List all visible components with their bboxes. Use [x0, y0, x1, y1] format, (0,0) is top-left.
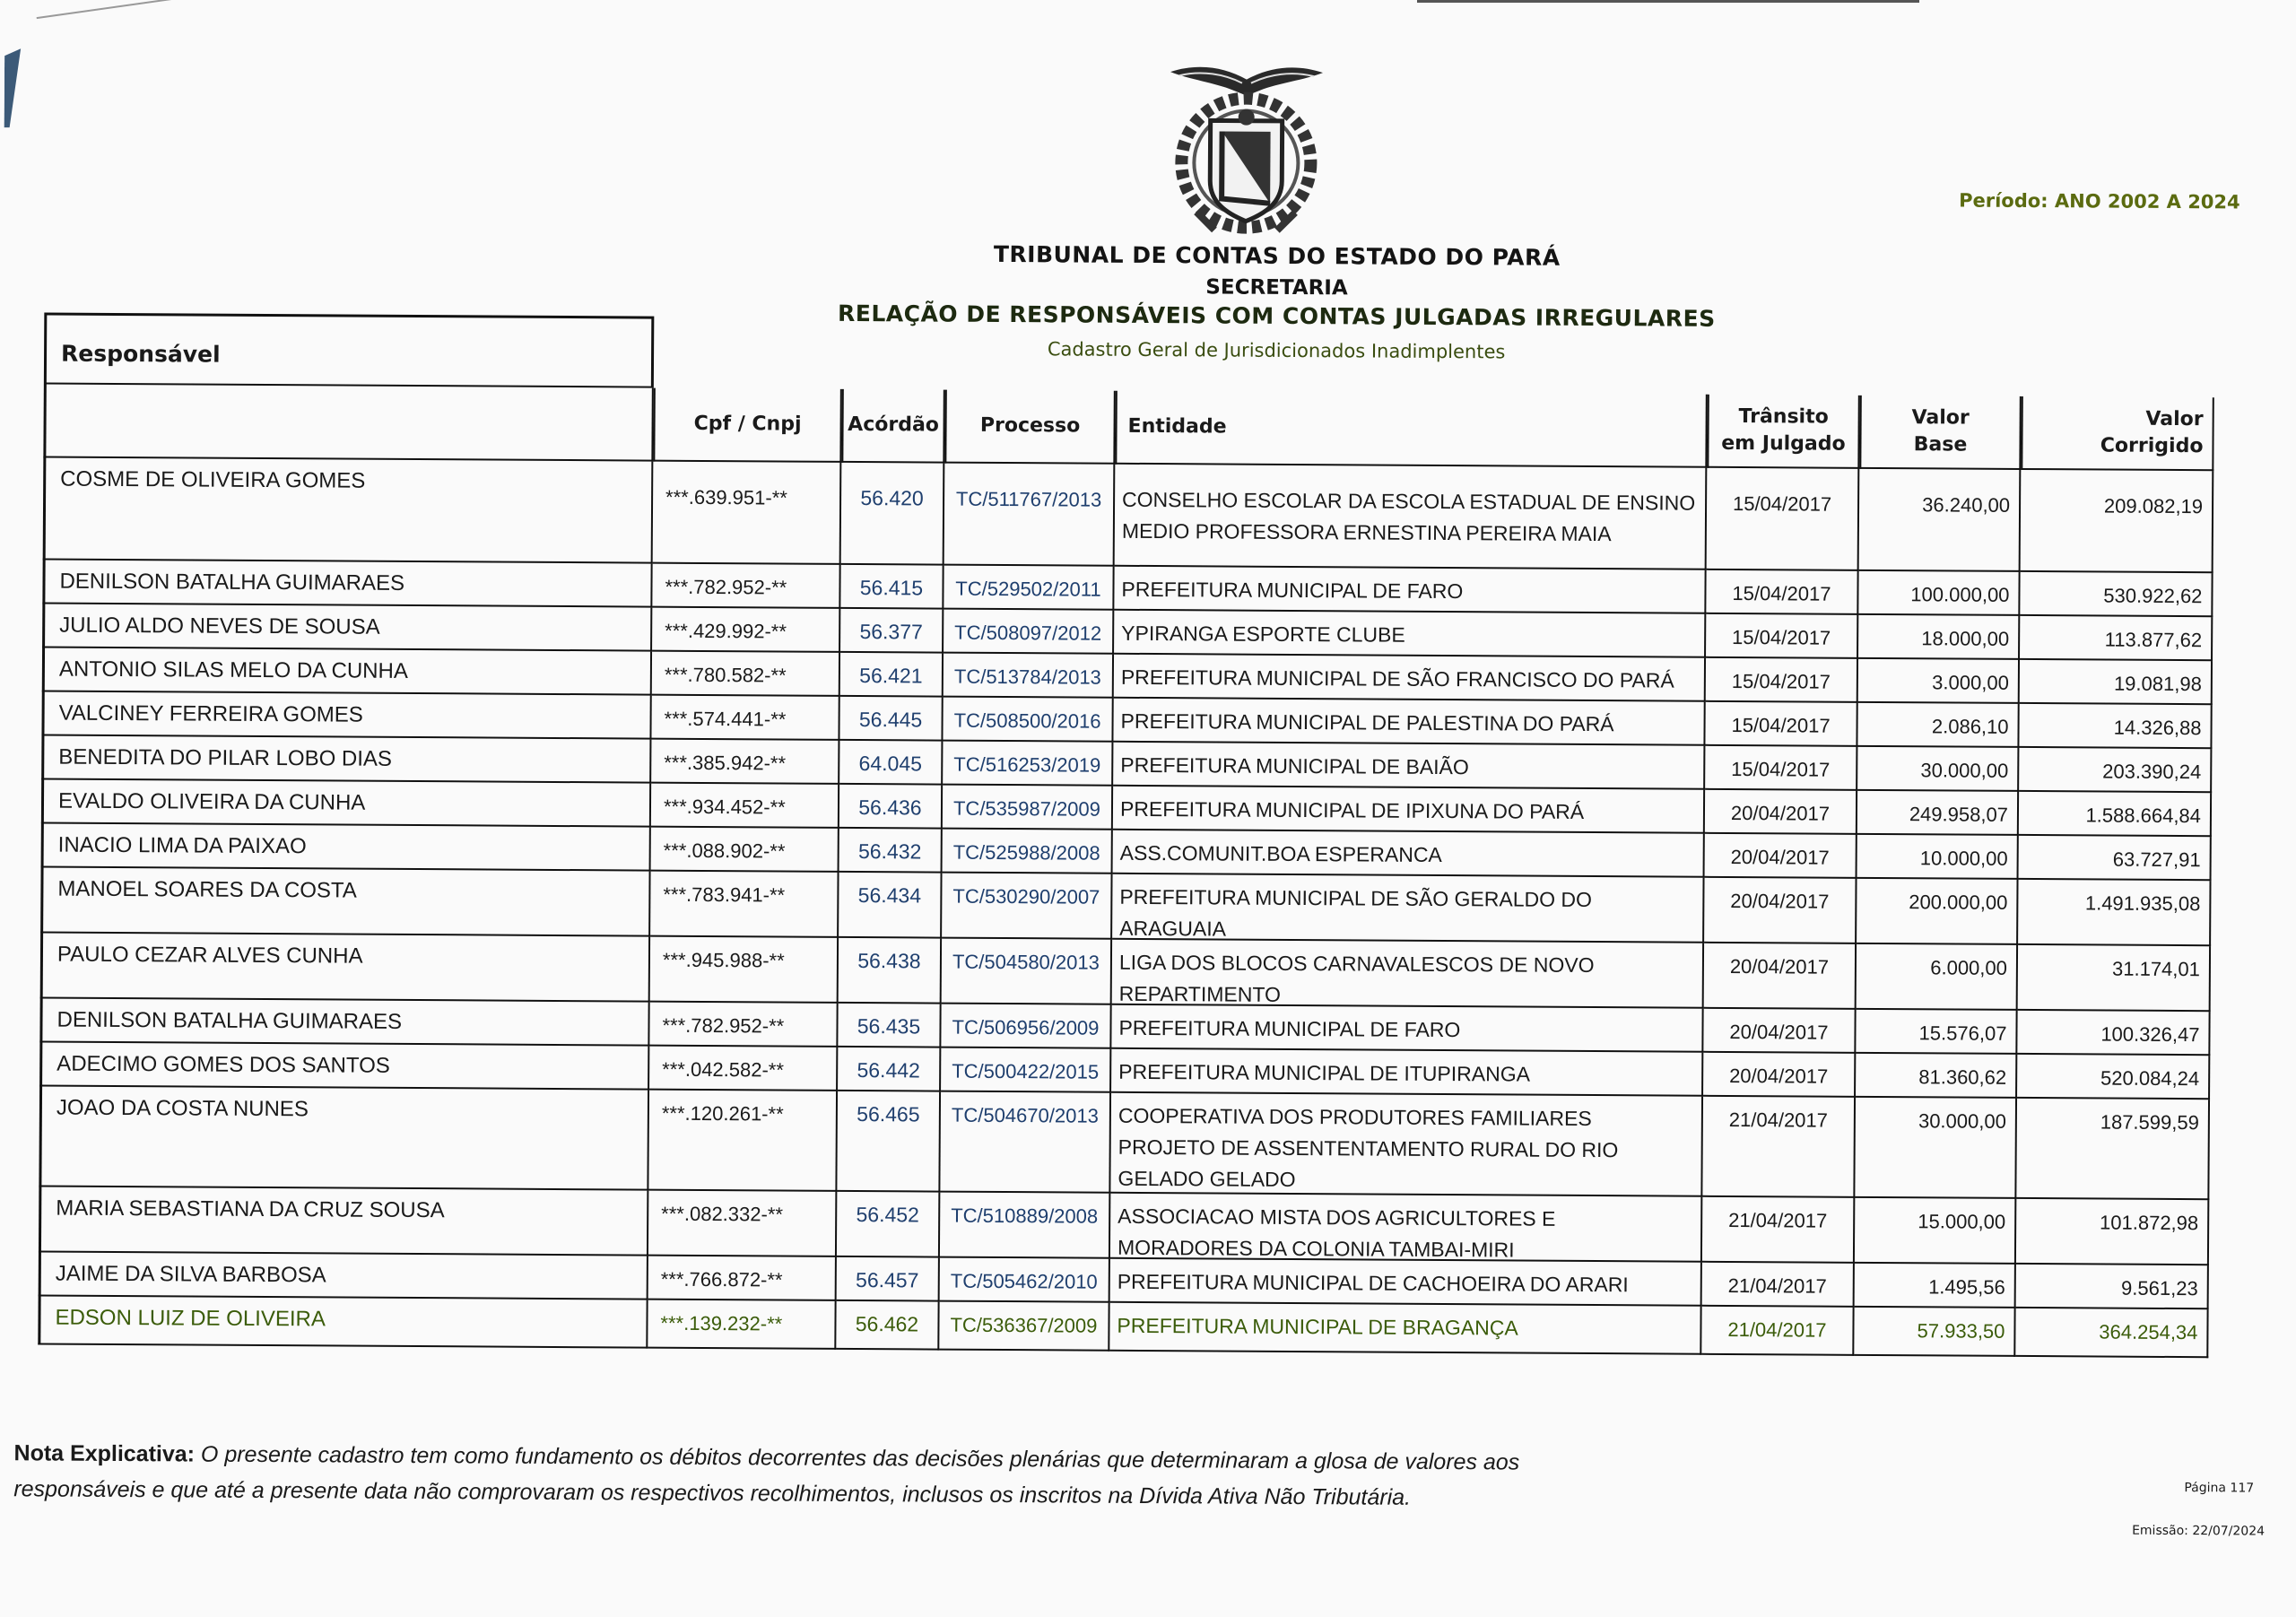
- cell-valor-corrigido: 19.081,98: [2020, 660, 2213, 705]
- cell-responsavel: JAIME DA SILVA BARBOSA: [39, 1252, 648, 1300]
- cell-cpf: ***.945.988-**: [650, 937, 839, 1004]
- cell-valor-corrigido: 100.326,47: [2017, 1011, 2210, 1056]
- cell-cpf: ***.934.452-**: [651, 784, 839, 829]
- organization-name: TRIBUNAL DE CONTAS DO ESTADO DO PARÁ: [993, 240, 1561, 271]
- cell-entidade: CONSELHO ESCOLAR DA ESCOLA ESTADUAL DE ENSINO MEDIO PROFESSORA ERNESTINA PEREIRA MAIA: [1115, 465, 1708, 570]
- cell-responsavel: PAULO CEZAR ALVES CUNHA: [40, 933, 650, 1002]
- page-number: Página 117: [2184, 1481, 2255, 1496]
- cell-acordao: 56.438: [839, 938, 942, 1004]
- cell-valor-base: 100.000,00: [1858, 571, 2020, 616]
- cell-valor-base: 1.495,56: [1855, 1264, 2016, 1308]
- cell-processo: TC/505462/2010: [940, 1258, 1110, 1303]
- cell-processo: TC/510889/2008: [940, 1193, 1110, 1259]
- cell-entidade: LIGA DOS BLOCOS CARNAVALESCOS DE NOVO REPARTIMENTO: [1112, 940, 1704, 1009]
- cell-cpf: ***.639.951-**: [653, 462, 842, 565]
- cell-transito: 15/04/2017: [1706, 658, 1858, 703]
- cell-transito: 20/04/2017: [1704, 943, 1857, 1010]
- cell-responsavel: DENILSON BATALHA GUIMARAES: [42, 560, 652, 607]
- cell-acordao: 56.420: [841, 463, 945, 566]
- periodo-label: Período: ANO 2002 A 2024: [1959, 189, 2240, 213]
- cell-valor-corrigido: 1.588.664,84: [2019, 792, 2212, 837]
- cell-processo: TC/500422/2015: [941, 1048, 1111, 1093]
- col-header-valor-corrigido-line1: Valor: [2145, 407, 2204, 431]
- cell-valor-corrigido: 101.872,98: [2016, 1199, 2209, 1265]
- cell-valor-base: 6.000,00: [1857, 944, 2018, 1011]
- cell-transito: 21/04/2017: [1702, 1197, 1855, 1264]
- cell-transito: 15/04/2017: [1705, 702, 1857, 747]
- cell-valor-base: 57.933,50: [1854, 1308, 2015, 1357]
- cell-acordao: 56.421: [840, 653, 944, 698]
- cell-acordao: 56.436: [839, 785, 943, 830]
- cell-cpf: ***.088.902-**: [651, 828, 839, 873]
- cell-responsavel: DENILSON BATALHA GUIMARAES: [39, 998, 649, 1046]
- cell-acordao: 56.415: [840, 565, 944, 610]
- col-header-valor-base: [1859, 396, 2021, 470]
- cell-entidade: ASS.COMUNIT.BOA ESPERANCA: [1113, 830, 1705, 878]
- cell-entidade: YPIRANGA ESPORTE CLUBE: [1114, 611, 1706, 658]
- cell-entidade: PREFEITURA MUNICIPAL DE ITUPIRANGA: [1111, 1049, 1703, 1097]
- cell-responsavel: EDSON LUIZ DE OLIVEIRA: [38, 1296, 648, 1348]
- cell-cpf: ***.429.992-**: [652, 608, 840, 653]
- col-header-entidade: Entidade: [1115, 391, 1707, 468]
- col-header-cpf: Cpf / Cnpj: [653, 388, 841, 463]
- cell-valor-corrigido: 364.254,34: [2015, 1308, 2208, 1358]
- cell-valor-base: 200.000,00: [1857, 879, 2018, 945]
- cell-valor-corrigido: 14.326,88: [2019, 704, 2212, 749]
- cell-processo: TC/513784/2013: [944, 654, 1114, 699]
- cell-acordao: 56.434: [839, 873, 942, 939]
- cell-entidade: PREFEITURA MUNICIPAL DE CACHOEIRA DO ARARI: [1110, 1259, 1702, 1307]
- cell-valor-corrigido: 31.174,01: [2018, 945, 2211, 1012]
- cell-processo: TC/516253/2019: [943, 742, 1113, 787]
- cell-acordao: 56.432: [839, 829, 943, 874]
- cell-transito: 20/04/2017: [1703, 1009, 1856, 1054]
- cell-entidade: ASSOCIACAO MISTA DOS AGRICULTORES E MORADORES DA COLONIA TAMBAI-MIRI: [1110, 1194, 1702, 1263]
- cell-responsavel: VALCINEY FERREIRA GOMES: [41, 691, 651, 739]
- emission-date: Emissão: 22/07/2024: [2132, 1523, 2266, 1539]
- cell-responsavel: EVALDO OLIVEIRA DA CUNHA: [41, 779, 651, 827]
- nota-text: O presente cadastro tem como fundamento os débitos decorrentes das decisões plenárias que determinaram a glosa de valores aos responsáveis e que até a presente data não comprovaram os respectivos recolhimentos, inclusos os inscritos na Dívida Ativa Não Tributária.: [13, 1441, 1520, 1510]
- cell-cpf: ***.082.332-**: [648, 1191, 837, 1257]
- cell-valor-base: 18.000,00: [1858, 615, 2020, 660]
- cell-acordao: 56.462: [836, 1301, 939, 1351]
- cell-valor-base: 3.000,00: [1858, 659, 2020, 704]
- cell-transito: 21/04/2017: [1702, 1097, 1856, 1198]
- cell-responsavel: MANOEL SOARES DA COSTA: [40, 867, 650, 936]
- col-header-responsavel-label: Responsável: [60, 340, 221, 368]
- cell-entidade: PREFEITURA MUNICIPAL DE FARO: [1114, 567, 1706, 614]
- cell-transito: 20/04/2017: [1704, 878, 1857, 944]
- report-title: RELAÇÃO DE RESPONSÁVEIS COM CONTAS JULGADAS IRREGULARES: [837, 300, 1716, 332]
- cell-valor-corrigido: 113.877,62: [2020, 616, 2213, 661]
- col-header-valor-base-line1: Valor: [1911, 406, 1970, 430]
- cell-entidade: PREFEITURA MUNICIPAL DE PALESTINA DO PARÁ: [1113, 699, 1705, 746]
- cell-cpf: ***.139.232-**: [648, 1300, 836, 1350]
- cell-acordao: 56.435: [838, 1004, 941, 1048]
- cell-valor-base: 2.086,10: [1857, 703, 2019, 748]
- cell-processo: TC/530290/2007: [942, 874, 1112, 940]
- cell-processo: TC/525988/2008: [943, 830, 1113, 874]
- cell-transito: 21/04/2017: [1702, 1263, 1855, 1308]
- cell-entidade: PREFEITURA MUNICIPAL DE FARO: [1111, 1005, 1703, 1053]
- cell-cpf: ***.766.872-**: [648, 1256, 837, 1301]
- cell-acordao: 56.457: [837, 1257, 940, 1302]
- cell-responsavel: JOAO DA COSTA NUNES: [39, 1086, 649, 1190]
- cell-valor-base: 36.240,00: [1859, 469, 2022, 572]
- cell-transito: 15/04/2017: [1707, 468, 1860, 571]
- cell-responsavel: COSME DE OLIVEIRA GOMES: [43, 457, 654, 563]
- cell-cpf: ***.120.261-**: [648, 1091, 838, 1192]
- col-header-valor-corrigido: [2021, 396, 2213, 471]
- cell-processo: TC/536367/2009: [939, 1302, 1109, 1352]
- cell-cpf: ***.783.941-**: [650, 872, 839, 938]
- cell-valor-corrigido: 520.084,24: [2017, 1055, 2210, 1100]
- cell-transito: 21/04/2017: [1701, 1307, 1854, 1356]
- cell-responsavel: MARIA SEBASTIANA DA CRUZ SOUSA: [39, 1187, 648, 1256]
- cell-valor-corrigido: 1.491.935,08: [2018, 880, 2211, 946]
- cell-processo: TC/504670/2013: [940, 1092, 1111, 1194]
- cell-processo: TC/529502/2011: [944, 566, 1114, 611]
- cell-responsavel: ANTONIO SILAS MELO DA CUNHA: [42, 648, 652, 695]
- cell-valor-base: 30.000,00: [1857, 747, 2019, 792]
- cell-acordao: 56.442: [838, 1048, 941, 1092]
- cell-valor-corrigido: 203.390,24: [2019, 748, 2212, 793]
- nota-explicativa: [13, 1435, 1574, 1517]
- col-header-spacer: [43, 384, 653, 461]
- col-header-valor-corrigido-line2: Corrigido: [2100, 434, 2204, 458]
- nota-label: Nota Explicativa:: [13, 1440, 196, 1467]
- state-coat-of-arms-emblem: [1161, 59, 1332, 239]
- cell-valor-base: 249.958,07: [1857, 791, 2019, 836]
- col-header-valor-base-line2: Base: [1913, 433, 1968, 456]
- cell-entidade: PREFEITURA MUNICIPAL DE SÃO FRANCISCO DO PARÁ: [1114, 655, 1706, 702]
- cell-valor-corrigido: 9.561,23: [2016, 1265, 2209, 1309]
- cell-valor-base: 30.000,00: [1855, 1098, 2017, 1199]
- cell-processo: TC/504580/2013: [942, 939, 1112, 1005]
- cell-transito: 20/04/2017: [1705, 790, 1857, 835]
- cell-processo: TC/506956/2009: [941, 1004, 1111, 1049]
- cell-valor-base: 15.000,00: [1855, 1198, 2016, 1265]
- cell-responsavel: JULIO ALDO NEVES DE SOUSA: [42, 604, 652, 651]
- cell-processo: TC/535987/2009: [943, 786, 1113, 830]
- cell-processo: TC/508097/2012: [944, 610, 1114, 655]
- scan-corner-mark: [4, 29, 59, 127]
- cell-cpf: ***.574.441-**: [651, 696, 839, 741]
- cell-valor-base: 81.360,62: [1856, 1054, 2017, 1099]
- cell-valor-base: 15.576,07: [1856, 1010, 2017, 1055]
- cell-transito: 20/04/2017: [1703, 1053, 1856, 1098]
- cell-entidade: PREFEITURA MUNICIPAL DE BRAGANÇA: [1109, 1303, 1701, 1355]
- col-header-acordao: Acórdão: [841, 389, 944, 464]
- cell-cpf: ***.385.942-**: [651, 740, 839, 785]
- cell-processo: TC/508500/2016: [943, 698, 1113, 743]
- cell-valor-corrigido: 209.082,19: [2021, 470, 2214, 573]
- responsaveis-table: [38, 312, 2296, 1358]
- cell-responsavel: ADECIMO GOMES DOS SANTOS: [39, 1042, 649, 1090]
- department-name: SECRETARIA: [1205, 275, 1348, 300]
- col-header-responsavel: [44, 312, 654, 387]
- cell-acordao: 56.445: [839, 697, 943, 742]
- cell-responsavel: BENEDITA DO PILAR LOBO DIAS: [41, 735, 651, 783]
- cell-transito: 15/04/2017: [1705, 746, 1857, 791]
- cell-transito: 15/04/2017: [1706, 614, 1858, 659]
- cell-acordao: 56.377: [840, 609, 944, 654]
- cell-responsavel: INACIO LIMA DA PAIXAO: [41, 823, 651, 871]
- cell-valor-corrigido: 187.599,59: [2016, 1099, 2210, 1200]
- cell-valor-corrigido: 63.727,91: [2019, 836, 2212, 881]
- cell-valor-corrigido: 530.922,62: [2020, 572, 2213, 617]
- cell-valor-base: 10.000,00: [1857, 835, 2019, 880]
- col-header-processo: Processo: [944, 390, 1115, 465]
- col-header-transito-line1: Trânsito: [1738, 405, 1829, 429]
- cell-entidade: PREFEITURA MUNICIPAL DE SÃO GERALDO DO ARAGUAIA: [1112, 874, 1704, 943]
- cell-cpf: ***.780.582-**: [652, 652, 840, 697]
- cell-transito: 15/04/2017: [1706, 570, 1858, 615]
- cell-acordao: 56.452: [837, 1192, 940, 1258]
- table-grid: [38, 384, 2296, 1358]
- cell-acordao: 56.465: [837, 1091, 941, 1193]
- col-header-transito: [1707, 395, 1859, 469]
- cell-entidade: PREFEITURA MUNICIPAL DE IPIXUNA DO PARÁ: [1113, 787, 1705, 834]
- report-subtitle: Cadastro Geral de Jurisdicionados Inadimplentes: [1047, 338, 1506, 363]
- cell-entidade: COOPERATIVA DOS PRODUTORES FAMILIARES PROJETO DE ASSENTENTAMENTO RURAL DO RIO GELADO GELADO: [1110, 1093, 1703, 1197]
- cell-acordao: 64.045: [839, 741, 943, 786]
- cell-transito: 20/04/2017: [1705, 834, 1857, 879]
- col-header-transito-line2: em Julgado: [1721, 431, 1846, 456]
- cell-cpf: ***.782.952-**: [652, 564, 840, 609]
- cell-cpf: ***.042.582-**: [649, 1047, 838, 1091]
- cell-cpf: ***.782.952-**: [649, 1003, 838, 1048]
- cell-entidade: PREFEITURA MUNICIPAL DE BAIÃO: [1113, 743, 1705, 790]
- cell-processo: TC/511767/2013: [944, 464, 1116, 567]
